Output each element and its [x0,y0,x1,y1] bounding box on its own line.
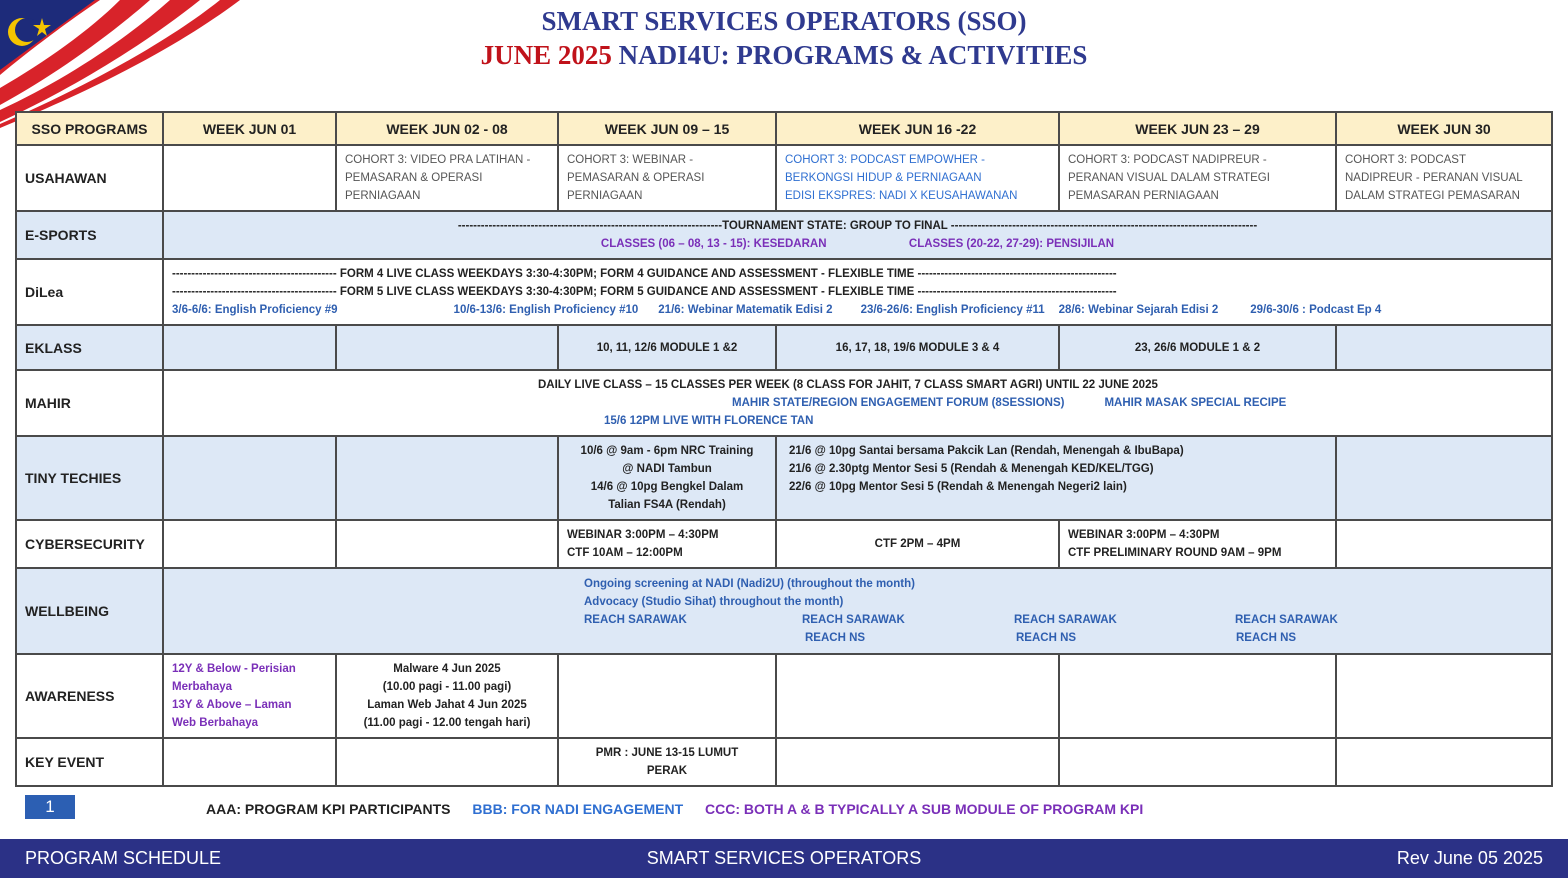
table-cell [163,738,336,786]
table-cell [163,520,336,568]
program-label: CYBERSECURITY [16,520,163,568]
column-header: WEEK JUN 01 [163,112,336,145]
cell-line: DAILY LIVE CLASS – 15 CLASSES PER WEEK (8 CLASS FOR JAHIT, 7 CLASS SMART AGRI) UNTIL 22 JUNE 2025 [538,379,1158,391]
table-cell [163,145,336,211]
cell-line: PEMASARAN & OPERASI [567,172,705,184]
footer-left: PROGRAM SCHEDULE [25,848,222,868]
table-cell [558,520,776,568]
cell-line: WEBINAR 3:00PM – 4:30PM [567,529,719,541]
cell-line: NADIPREUR - PERANAN VISUAL [1345,172,1523,184]
cell-line [172,629,1543,647]
table-row-awareness [16,654,1552,738]
program-label: MAHIR [16,370,163,436]
table-cell [163,568,1552,654]
page-number: 1 [25,795,75,819]
table-cell [1059,520,1336,568]
table-row-usahawan [16,145,1552,211]
legend-kpi: AAA: PROGRAM KPI PARTICIPANTS [206,801,451,817]
table-row-dilea [16,259,1552,325]
table-cell [1059,738,1336,786]
dilea-item: 23/6-26/6: English Proficiency #11 [860,304,1045,316]
column-header: SSO PROGRAMS [16,112,163,145]
reach-ns: REACH NS [805,632,866,644]
cell-line: Web Berbahaya [172,717,259,729]
cell-line: COHORT 3: WEBINAR - [567,154,694,166]
column-header: WEEK JUN 30 [1336,112,1552,145]
cell-line: PERNIAGAAN [345,190,421,202]
cell-line: Merbahaya [172,681,233,693]
table-cell: 16, 17, 18, 19/6 MODULE 3 & 4 [776,325,1059,370]
table-cell [336,436,558,520]
table-cell [336,325,558,370]
reach-sarawak: REACH SARAWAK [1235,614,1338,626]
cell-line: PEMASARAN PERNIAGAAN [1068,190,1219,202]
program-label: EKLASS [16,325,163,370]
cell-line: DALAM STRATEGI PEMASARAN [1345,190,1520,202]
table-cell [1059,654,1336,738]
dilea-item: 21/6: Webinar Matematik Edisi 2 [658,304,833,316]
cell-line: ---------------------------------------------------------------------TOURNAMENT STATE: GROUP TO FINAL -------------------------------------------------------------------------------- [457,220,1258,232]
table-cell [1336,436,1552,520]
cell-line: COHORT 3: PODCAST EMPOWHER - [785,154,985,166]
cell-line: COHORT 3: PODCAST [1345,154,1466,166]
column-header: WEEK JUN 09 – 15 [558,112,776,145]
cell-line [789,496,1327,514]
table-row-cybersecurity [16,520,1552,568]
table-row-mahir [16,370,1552,436]
table-cell [776,654,1059,738]
table-cell [1336,520,1552,568]
column-header: WEEK JUN 02 - 08 [336,112,558,145]
cell-line: CTF PRELIMINARY ROUND 9AM – 9PM [1068,547,1282,559]
cell-line: 15/6 12PM LIVE WITH FLORENCE TAN [604,415,814,427]
cell-line: PEMASARAN & OPERASI [345,172,483,184]
dilea-item: 28/6: Webinar Sejarah Edisi 2 [1058,304,1219,316]
table-cell [163,654,336,738]
table-cell [1336,145,1552,211]
table-cell [558,145,776,211]
page-title: SMART SERVICES OPERATORS (SSO) [541,6,1027,36]
table-row-esports [16,211,1552,259]
table-cell [336,520,558,568]
program-label: TINY TECHIES [16,436,163,520]
cell-line: 12Y & Below - Perisian [172,663,296,675]
subtitle-month: JUNE 2025 [480,40,612,70]
cell-line: Advocacy (Studio Sihat) throughout the month) [584,596,844,608]
table-header-row [16,112,1552,145]
table-cell [336,738,558,786]
cell-line: CTF 10AM – 12:00PM [567,547,683,559]
table-cell [1059,145,1336,211]
table-cell [163,211,1552,259]
table-cell [163,325,336,370]
cell-line: Talian FS4A (Rendah) [608,499,726,511]
footer-bar [0,839,1568,878]
cell-line: 14/6 @ 10pg Bengkel Dalam [590,481,744,493]
cell-line: 21/6 @ 10pg Santai bersama Pakcik Lan (Rendah, Menengah & IbuBapa) [789,445,1184,457]
reach-sarawak: REACH SARAWAK [1014,614,1117,626]
cell-line: PERAK [646,765,688,777]
table-row-tiny-techies [16,436,1552,520]
cell-line: 21/6 @ 2.30ptg Mentor Sesi 5 (Rendah & Menengah KED/KEL/TGG) [789,463,1154,475]
esports-classes-a: CLASSES (06 – 08, 13 - 15): KESEDARAN [600,238,827,250]
cell-line: (11.00 pagi - 12.00 tengah hari) [363,717,531,729]
footer-center: SMART SERVICES OPERATORS [646,848,922,868]
table-cell [163,370,1552,436]
table-cell [558,436,776,520]
mahir-forum: MAHIR STATE/REGION ENGAGEMENT FORUM (8SESSIONS) [732,397,1065,409]
schedule-table [15,111,1553,787]
legend [206,801,1161,817]
table-cell [776,738,1059,786]
table-cell [558,738,776,786]
cell-line: PERANAN VISUAL DALAM STRATEGI [1068,172,1270,184]
legend-engagement: BBB: FOR NADI ENGAGEMENT [472,801,684,817]
program-label: AWARENESS [16,654,163,738]
reach-ns: REACH NS [1236,632,1297,644]
cell-line: PERNIAGAAN [567,190,643,202]
cell-line: EDISI EKSPRES: NADI X KEUSAHAWANAN [785,190,1018,202]
cell-line: ------------------------------------------- FORM 4 LIVE CLASS WEEKDAYS 3:30-4:30PM; FORM 4 GUIDANCE AND ASSESSMENT - FLEXIBLE TIME ---------------------------------------------------- [172,268,1117,280]
cell-line [172,235,1543,253]
cell-line: 13Y & Above – Laman [172,699,292,711]
cell-line: BERKONGSI HIDUP & PERNIAGAAN [785,172,982,184]
table-cell: 10, 11, 12/6 MODULE 1 &2 [558,325,776,370]
program-label: DiLea [16,259,163,325]
cell-line [172,611,1543,629]
dilea-item: 3/6-6/6: English Proficiency #9 [172,304,338,316]
program-label: USAHAWAN [16,145,163,211]
reach-sarawak: REACH SARAWAK [802,614,905,626]
cell-line: 22/6 @ 10pg Mentor Sesi 5 (Rendah & Menengah Negeri2 lain) [789,481,1127,493]
table-cell [1336,325,1552,370]
table-cell [336,654,558,738]
cell-line: COHORT 3: VIDEO PRA LATIHAN - [345,154,531,166]
table-cell [163,259,1552,325]
table-cell [776,436,1336,520]
legend-both: CCC: BOTH A & B TYPICALLY A SUB MODULE OF PROGRAM KPI [705,801,1144,817]
subtitle-rest: NADI4U: PROGRAMS & ACTIVITIES [611,40,1088,70]
table-row-eklass [16,325,1552,370]
esports-classes-b: CLASSES (20-22, 27-29): PENSIJILAN [908,238,1115,250]
footer-right: Rev June 05 2025 [1396,848,1543,868]
program-label: WELLBEING [16,568,163,654]
table-cell [1336,654,1552,738]
table-cell: 23, 26/6 MODULE 1 & 2 [1059,325,1336,370]
reach-ns: REACH NS [1016,632,1077,644]
cell-line: Malware 4 Jun 2025 [393,663,501,675]
cell-line: PMR : JUNE 13-15 LUMUT [595,747,739,759]
page-subtitle [0,40,1568,71]
dilea-item: 29/6-30/6 : Podcast Ep 4 [1250,304,1382,316]
column-header: WEEK JUN 16 -22 [776,112,1059,145]
cell-line: Laman Web Jahat 4 Jun 2025 [367,699,527,711]
program-label: KEY EVENT [16,738,163,786]
cell-line [172,394,1543,412]
cell-line [172,301,1543,319]
table-row-wellbeing [16,568,1552,654]
table-cell: CTF 2PM – 4PM [776,520,1059,568]
cell-line: WEBINAR 3:00PM – 4:30PM [1068,529,1220,541]
cell-line: Ongoing screening at NADI (Nadi2U) (throughout the month) [584,578,915,590]
program-label: E-SPORTS [16,211,163,259]
reach-sarawak: REACH SARAWAK [584,614,687,626]
column-header: WEEK JUN 23 – 29 [1059,112,1336,145]
mahir-masak: MAHIR MASAK SPECIAL RECIPE [1104,397,1287,409]
cell-line: COHORT 3: PODCAST NADIPREUR - [1068,154,1267,166]
dilea-item: 10/6-13/6: English Proficiency #10 [453,304,639,316]
table-cell [776,145,1059,211]
table-cell [336,145,558,211]
cell-line: @ NADI Tambun [622,463,712,475]
table-cell [558,654,776,738]
table-cell [1336,738,1552,786]
cell-line: (10.00 pagi - 11.00 pagi) [382,681,512,693]
table-cell [163,436,336,520]
cell-line: 10/6 @ 9am - 6pm NRC Training [580,445,754,457]
table-row-key-event [16,738,1552,786]
cell-line: ------------------------------------------- FORM 5 LIVE CLASS WEEKDAYS 3:30-4:30PM; FORM 5 GUIDANCE AND ASSESSMENT - FLEXIBLE TIME ---------------------------------------------------- [172,286,1117,298]
